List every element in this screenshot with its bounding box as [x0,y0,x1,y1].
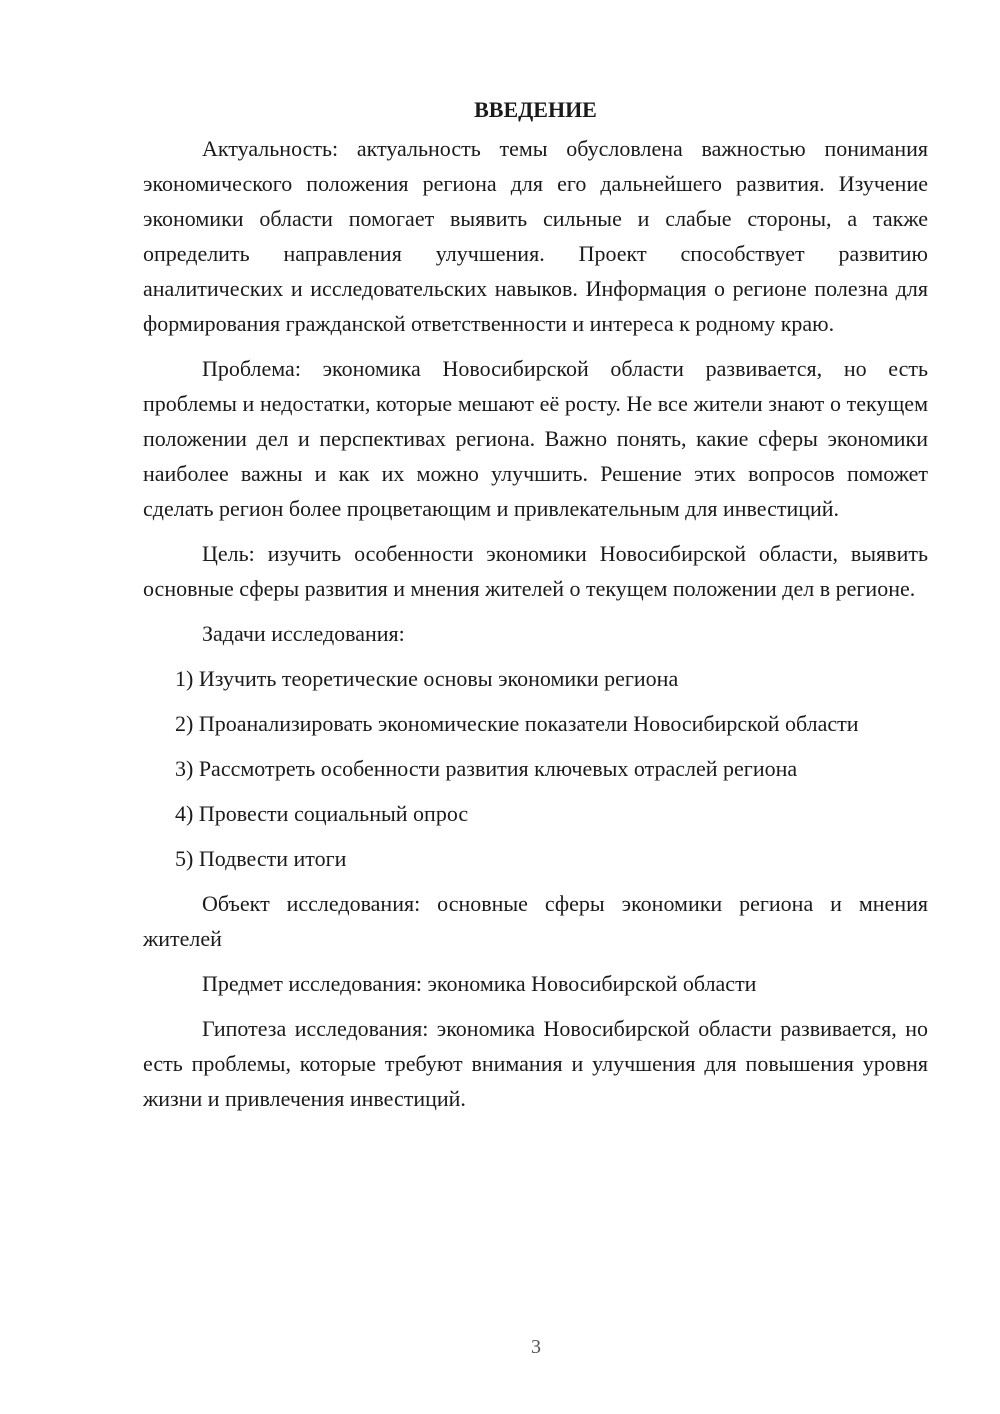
page-number: 3 [531,1336,541,1358]
task-item: 2) Проанализировать экономические показатели Новосибирской области [175,711,859,736]
object-paragraph: Объект исследования: основные сферы экономики региона и мнения жителей [143,891,928,951]
relevance-paragraph: Актуальность: актуальность темы обусловлена важностью понимания экономического положения региона для его дальнейшего развития. Изучение экономики области помогает выявить сильные и слабые стороны, а также определить направления улучшения. Проект способствует развитию аналитических и исследовательских навыков. Информация о регионе полезна для формирования гражданской ответственности и интереса к родному краю. [143,136,928,336]
task-item: 3) Рассмотреть особенности развития ключевых отраслей региона [175,756,798,781]
task-item: 5) Подвести итоги [175,846,347,871]
subject-paragraph: Предмет исследования: экономика Новосибирской области [202,971,757,996]
problem-paragraph: Проблема: экономика Новосибирской области развивается, но есть проблемы и недостатки, которые мешают её росту. Не все жители знают о текущем положении дел и перспективах региона. Важно понять, какие сферы экономики наиболее важны и как их можно улучшить. Решение этих вопросов поможет сделать регион более процветающим и привлекательным для инвестиций. [143,356,928,521]
hypothesis-paragraph: Гипотеза исследования: экономика Новосибирской области развивается, но есть проблемы, которые требуют внимания и улучшения для повышения уровня жизни и привлечения инвестиций. [143,1016,928,1111]
task-item: 1) Изучить теоретические основы экономики региона [175,666,679,691]
section-title: ВВЕДЕНИЕ [474,97,597,122]
goal-paragraph: Цель: изучить особенности экономики Новосибирской области, выявить основные сферы развития и мнения жителей о текущем положении дел в регионе. [143,541,928,601]
page-content [143,92,928,1126]
task-item: 4) Провести социальный опрос [175,801,469,826]
tasks-heading: Задачи исследования: [202,621,405,646]
